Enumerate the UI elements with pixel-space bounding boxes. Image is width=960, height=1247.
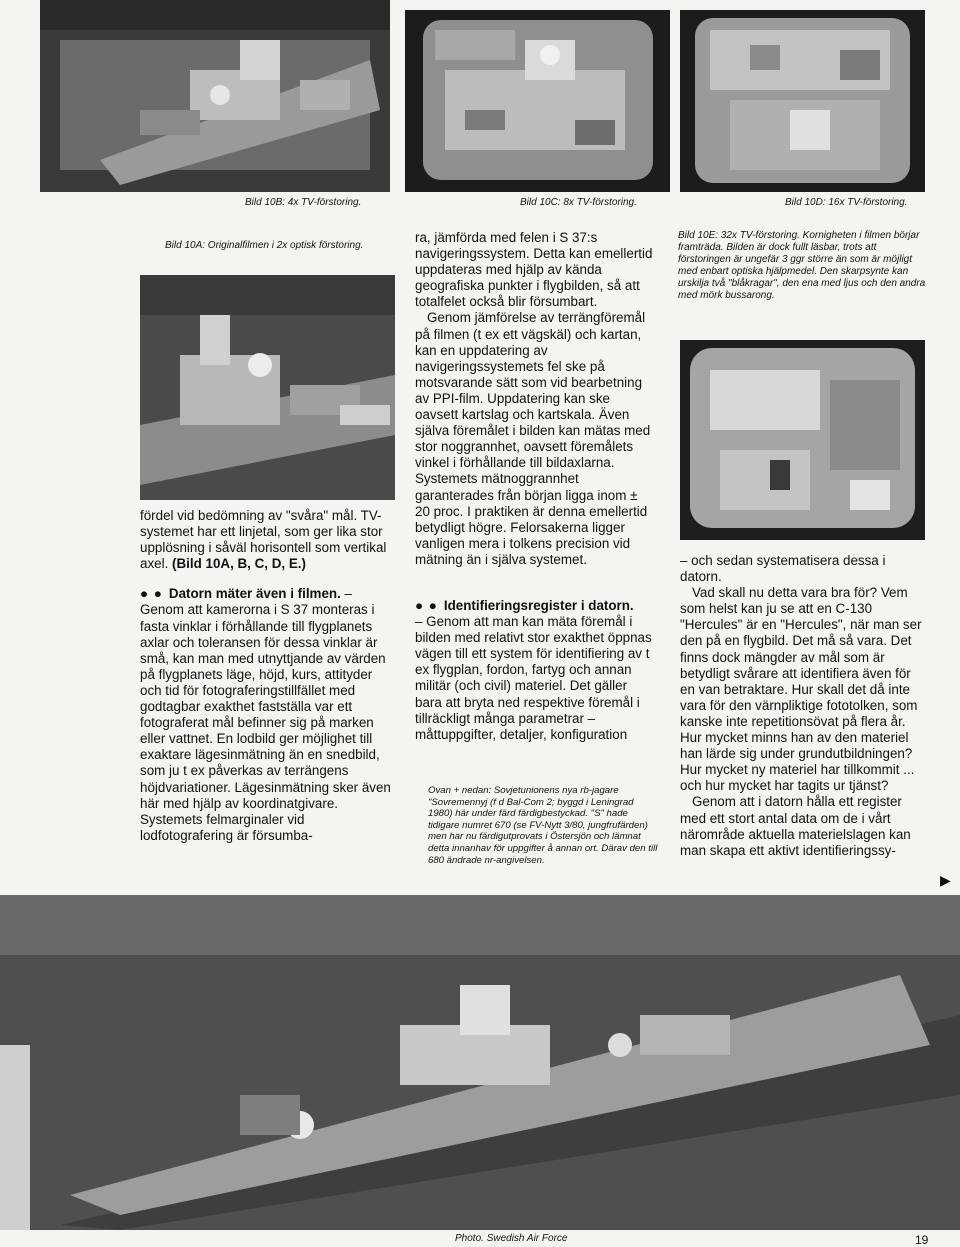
caption-10c: Bild 10C: 8x TV-förstoring. [520,197,637,208]
continue-arrow-icon: ▶ [940,872,951,888]
col3-p1: – och sedan systematisera dessa i datorn. [680,553,886,585]
photo-10d [680,10,925,192]
bullet-icon: ● ● [415,597,438,613]
column-2 [415,230,655,743]
ship-photo [0,895,960,1230]
col2-p1: ra, jämförda med felen i S 37:s navigeringssystem. Detta kan emellertid uppdateras med hjälp av kända geografiska punkter i flygbilden, så att totalfelet också blir försumbart. [415,230,653,310]
col2-p2: Genom jämförelse av terrängföremål på filmen (t ex ett vägskäl) och kartan, kan en uppdatering av navigeringssystemets fel ske på motsvarande sätt som vid bearbetning av PPI-film. Uppdatering kan ske oavsett kartslag och kartskala. Även själva föremålet i bilden kan mätas med stor noggrannhet, oavsett föremålets vinkel i förhållande till bildaxlarna. Systemets mätnoggrannhet garanterades från början ligga inom ± 20 proc. I praktiken är denna emellertid betydligt högre. Felorsakerna ligger vanligen mera i tolkens precision vid mätning än i själva systemet. [415,310,651,567]
col1-intro: fördel vid bedömning av "svåra" mål. TV-systemet har ett linjetal, som ger lika stor upplösning i såväl horisontell som vertikal axel. [140,508,387,572]
col1-body: Genom att kamerorna i S 37 monteras i fasta vinklar i förhållande till flygplanets axlar och toleransen för dessa vinklar är små, kan man med utnyttjande av värden på flygplanets läge, höjd, kurs, attityder och tid för fotograferingstillfället med godtagbar exakthet fastställa var ett fotograferat mål befinner sig på marken eller vattnet. En lodbild ger möjlighet till exaktare lägesinmätning än en snedbild, som ju t ex påverkas av terrängens höjdvariationer. Lägesinmätning sker även här med hjälp av koordinatgivare. Systemets felmarginaler vid lodfotografering är försumba- [140,602,391,843]
photo-10a [140,275,395,500]
column-3 [680,553,925,859]
column-1 [140,508,392,844]
col3-p3: Genom att i datorn hålla ett register med ett stort antal data om de i vårt närområde aktuella materielslagen kan man skapa ett aktivt identifieringssy- [680,794,911,858]
photo-10e [680,340,925,540]
col3-p2: Vad skall nu detta vara bra för? Vem som helst kan ju se att en C-130 "Hercules" är en "Hercules", när man ser den på en flygbild. Det må så vara. Det finns dock mängder av mål som är betydligt svårare att identifiera även för en van betraktare. Hur skall det då inte vara för den värnpliktige fototolken, som kanske inte repetitionsövat på flera år. Hur mycket minns han av den materiel han lärde sig under grundutbildningen? Hur mycket ny materiel har tillkommit ... och hur mycket har tagits ur tjänst? [680,585,922,794]
col1-heading: Datorn mäter även i filmen. [168,586,341,602]
caption-10e: Bild 10E: 32x TV-förstoring. Kornigheten i filmen börjar framträda. Bilden är dock fullt läsbar, trots att förstoringen är ungefär 3 ggr större än som är möjligt med enbart optiska hjälpmedel. Den skarpsynte kan urskilja två "blåkragar", den ena med ljus och den andra med mörk bussarong. [678,230,926,301]
caption-ship: Ovan + nedan: Sovjetunionens nya rb-jagare "Sovremennyj (f d Bal-Com 2; byggd i Leningrad 1980) här under färd färdigbestyckad. "S" hade tidigare numret 670 (se FV-Nytt 3/80, jungfrufärden) men har nu färdigutprovats i Östersjön och lämnat detta innanhav för uppgifter å annan ort. Därav den till 680 ändrade nr-angivelsen. [428,785,658,866]
caption-10a: Bild 10A: Originalfilmen i 2x optisk förstoring. [165,240,364,251]
bullet-icon: ● ● [140,586,163,602]
col2-p3: – Genom att man kan mäta föremål i bilden med relativt stor exakthet öppnas vägen till ett system för identifiering av t ex flygplan, fordon, fartyg och annan militär (och civil) materiel. Det gäller bara att bryta ned respektive föremål i tillräckligt många parametrar – måttuppgifter, detaljer, konfiguration [415,614,652,742]
photo-10c [405,10,670,192]
photo-10b [40,0,390,192]
page-number: 19 [915,1233,929,1247]
col1-intro-ref: (Bild 10A, B, C, D, E.) [172,556,306,572]
col1-heading-dash: – [340,586,352,602]
photo-credit: Photo. Swedish Air Force [455,1233,568,1244]
caption-10d: Bild 10D: 16x TV-förstoring. [785,197,908,208]
caption-10b: Bild 10B: 4x TV-förstoring. [245,197,362,208]
col2-heading: Identifieringsregister i datorn. [443,597,634,613]
